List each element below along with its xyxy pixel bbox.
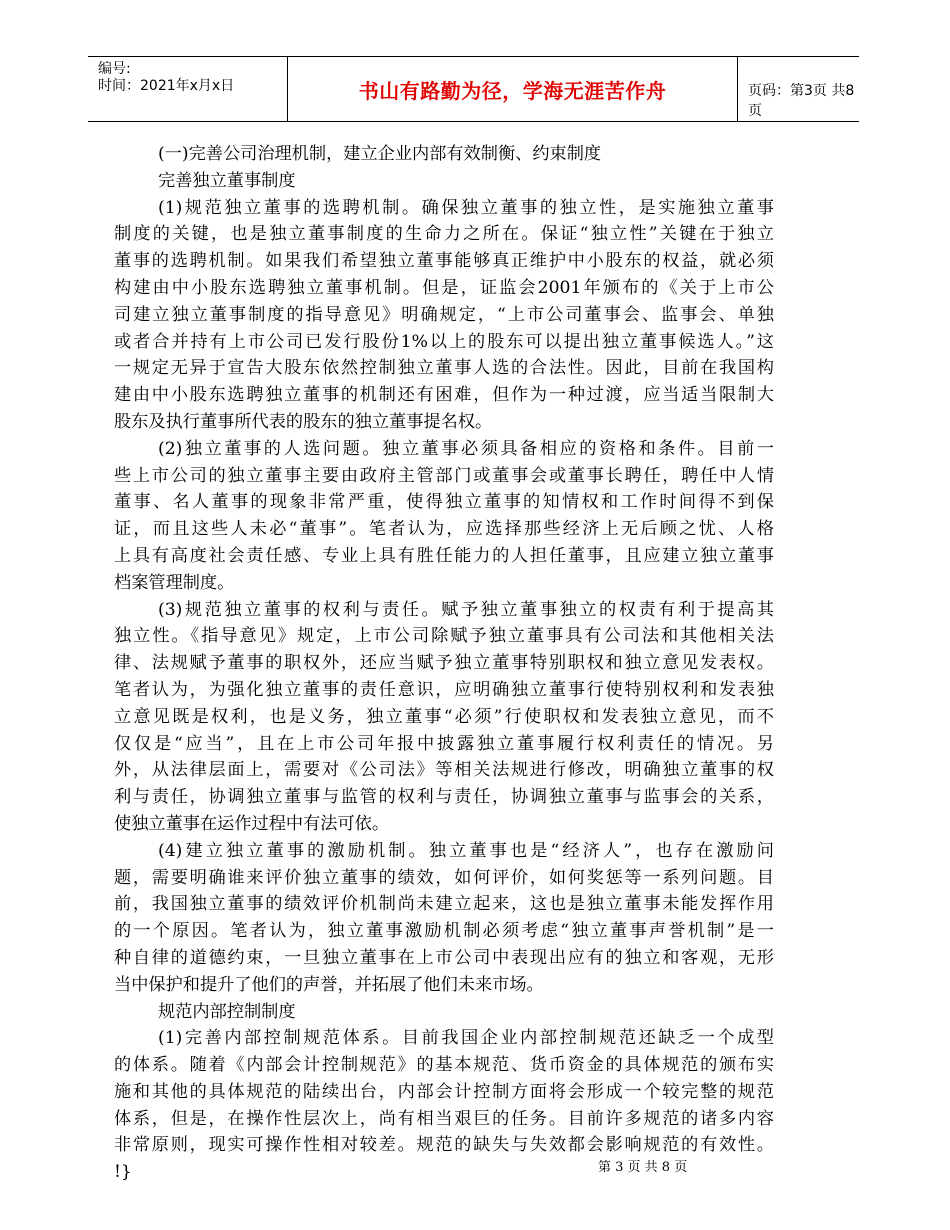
paragraph-line: 或者合并持有上市公司已发行股份1%以上的股东可以提出独立董事候选人。”这 <box>114 331 774 352</box>
subsection-heading: 规范内部控制制度 <box>158 1001 296 1022</box>
paragraph-line: 前，我国独立董事的绩效评价机制尚未建立起来，这也是独立董事未能发挥作用 <box>114 894 774 915</box>
paragraph-line: 的一个原因。笔者认为，独立董事激励机制必须考虑“独立董事声誉机制”是一 <box>114 921 774 942</box>
paragraph-line: (3)规范独立董事的权利与责任。赋予独立董事独立的权责有利于提高其 <box>158 599 774 620</box>
paragraph-line: 体系，但是，在操作性层次上，尚有相当艰巨的任务。目前许多规范的诸多内容 <box>114 1108 774 1129</box>
page-number-label: 页码：第3页 共8页 <box>748 83 855 119</box>
time-label: 时间：2021年x月x日 <box>98 78 235 94</box>
paragraph-line: 使独立董事在运作过程中有法可依。 <box>114 813 390 834</box>
paragraph-line: (4)建立独立董事的激励机制。独立董事也是“经济人”，也存在激励问 <box>158 840 774 861</box>
paragraph-line: 证，而且这些人未必“董事”。笔者认为，应选择那些经济上无后顾之忧、人格 <box>114 519 774 540</box>
paragraph-line: 建由中小股东选聘独立董事的机制还有困难，但作为一种过渡，应当适当限制大 <box>114 385 774 406</box>
paragraph-line: !} <box>114 1162 132 1183</box>
page-header <box>88 56 859 122</box>
paragraph-line: 立意见既是权利，也是义务，独立董事“必须”行使职权和发表独立意见，而不 <box>114 706 774 727</box>
paragraph-line: 施和其他的具体规范的陆续出台，内部会计控制方面将会形成一个较完整的规范 <box>114 1081 774 1102</box>
paragraph-line: 利与责任，协调独立董事与监管的权利与责任，协调独立董事与监事会的关系， <box>114 787 774 808</box>
section-heading: (一)完善公司治理机制，建立企业内部有效制衡、约束制度 <box>158 144 602 164</box>
paragraph-line: 的体系。随着《内部会计控制规范》的基本规范、货币资金的具体规范的颁布实 <box>114 1055 774 1076</box>
paragraph-line: 上具有高度社会责任感、专业上具有胜任能力的人担任董事，且应建立独立董事 <box>114 545 774 566</box>
paragraph-line: 题，需要明确谁来评价独立董事的绩效，如何评价，如何奖惩等一系列问题。目 <box>114 867 774 888</box>
paragraph-line: 档案管理制度。 <box>114 572 235 593</box>
paragraph-line: 董事的选聘机制。如果我们希望独立董事能够真正维护中小股东的权益，就必须 <box>114 251 774 272</box>
subsection-heading: 完善独立董事制度 <box>158 170 296 191</box>
header-motto: 书山有路勤为径，学海无涯苦作舟 <box>358 78 667 103</box>
paragraph-line: 构建由中小股东选聘独立董事机制。但是，证监会2001年颁布的《关于上市公 <box>114 277 774 298</box>
paragraph-line: 种自律的道德约束，一旦独立董事在上市公司中表现出应有的独立和客观，无形 <box>114 947 774 968</box>
paragraph-line: 司建立独立董事制度的指导意见》明确规定，“上市公司董事会、监事会、单独 <box>114 304 774 325</box>
paragraph-line: 一规定无异于宣告大股东依然控制独立董事人选的合法性。因此，目前在我国构 <box>114 358 774 379</box>
header-left <box>98 61 234 95</box>
paragraph-line: 外，从法律层面上，需要对《公司法》等相关法规进行修改，明确独立董事的权 <box>114 760 774 781</box>
paragraph-line: 些上市公司的独立董事主要由政府主管部门或董事会或董事长聘任，聘任中人情 <box>114 465 774 486</box>
document-body <box>114 141 774 1186</box>
paragraph-line: 笔者认为，为强化独立董事的责任意识，应明确独立董事行使特别权利和发表独 <box>114 679 774 700</box>
paragraph-line: 律、法规赋予董事的职权外，还应当赋予独立董事特别职权和独立意见发表权。 <box>114 653 774 674</box>
page-footer: 第 3 页 共 8 页 <box>598 1160 688 1175</box>
paragraph-line: 股东及执行董事所代表的股东的独立董事提名权。 <box>114 411 493 432</box>
paragraph-line: (1)规范独立董事的选聘机制。确保独立董事的独立性，是实施独立董事 <box>158 197 774 218</box>
header-motto-cell <box>287 57 738 121</box>
doc-number-label: 编号: <box>98 61 131 77</box>
paragraph-line: 当中保护和提升了他们的声誉，并拓展了他们未来市场。 <box>114 974 544 995</box>
paragraph-line: (1)完善内部控制规范体系。目前我国企业内部控制规范还缺乏一个成型 <box>158 1028 774 1049</box>
paragraph-line: 非常原则，现实可操作性相对较差。规范的缺失与失效都会影响规范的有效性。 <box>114 1135 774 1156</box>
paragraph-line: 独立性。《指导意见》规定，上市公司除赋予独立董事具有公司法和其他相关法 <box>114 626 774 647</box>
paragraph-line: 仅仅是“应当”，且在上市公司年报中披露独立董事履行权利责任的情况。另 <box>114 733 774 754</box>
paragraph-line: 制度的关键，也是独立董事制度的生命力之所在。保证“独立性”关键在于独立 <box>114 224 774 245</box>
paragraph-line: (2)独立董事的人选问题。独立董事必须具备相应的资格和条件。目前一 <box>158 438 774 459</box>
paragraph-line: 董事、名人董事的现象非常严重，使得独立董事的知情权和工作时间得不到保 <box>114 492 774 513</box>
